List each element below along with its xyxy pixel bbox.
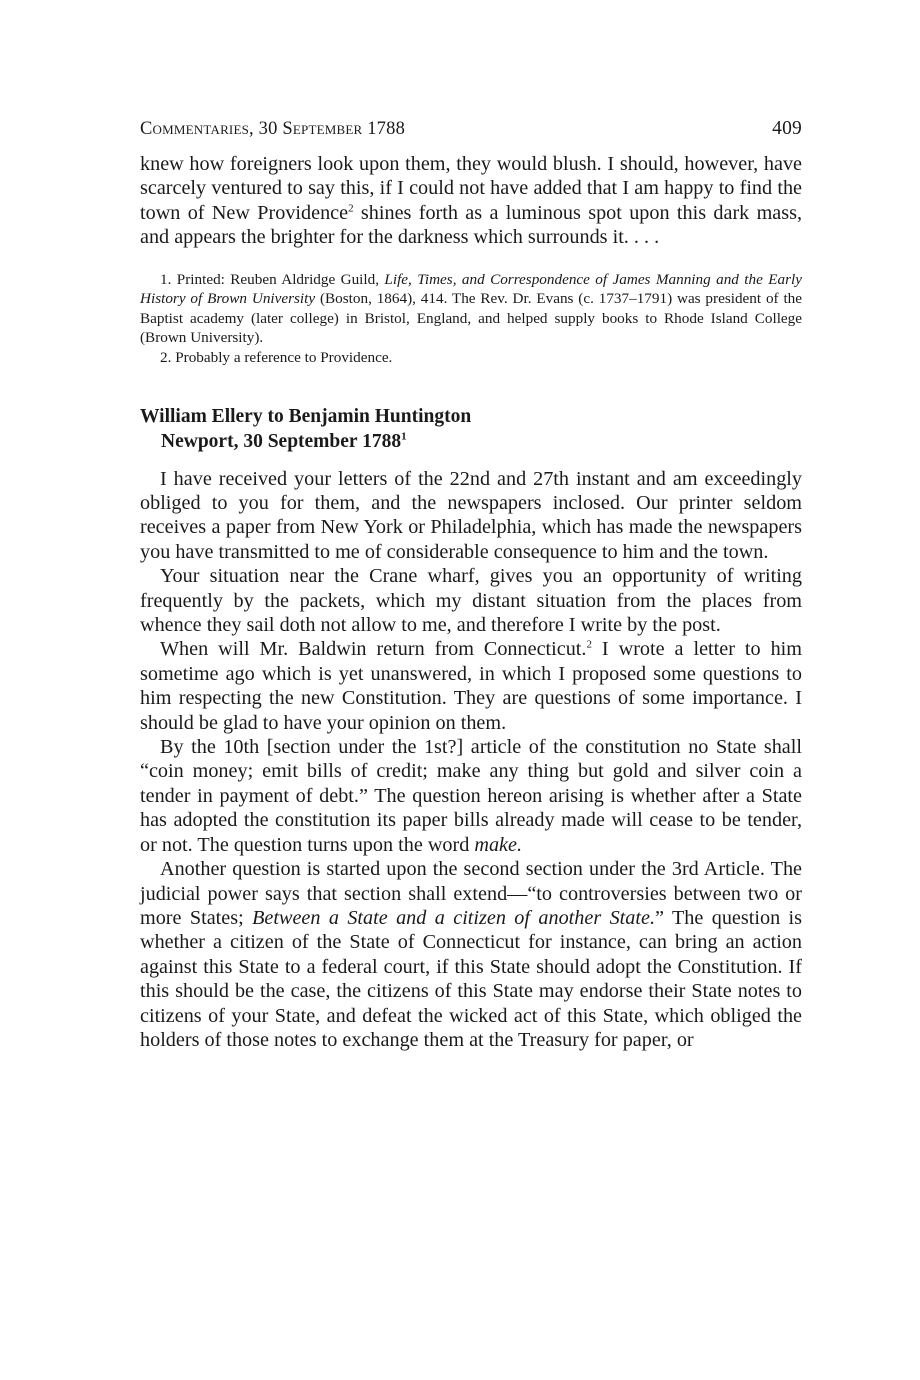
footnote-ref-2: 2 xyxy=(348,202,354,215)
page-number: 409 xyxy=(772,118,802,139)
letter-paragraph-3 xyxy=(140,637,802,735)
book-page xyxy=(140,118,802,1052)
footnote-1-text-a: 1. Printed: Reuben Aldridge Guild, xyxy=(160,270,385,288)
letter-paragraph-4-emphasis: make. xyxy=(474,833,523,856)
continuation-text-b: shines forth as a luminous spot upon this dark mass, and appears the brighter for the darkness which surrounds it. . . . xyxy=(140,201,803,249)
letter-paragraph-5-b: ” The question is whether a citizen of the State of Connecticut for instance, can bring an action against this State to a federal court, if this State should adopt the Constitution. If this should be the case, the citizens of this State may endorse their State notes to citizens of your State, and defeat the wicked act of this State, which obliged the holders of those notes to exchange them at the Treasury for paper, or xyxy=(140,906,803,1051)
letter-body xyxy=(140,467,802,1053)
continuation-paragraph xyxy=(140,152,802,250)
footnotes xyxy=(140,270,802,368)
footnote-ref-2b: 2 xyxy=(586,638,592,651)
document-title: William Ellery to Benjamin Huntington xyxy=(140,405,472,427)
letter-paragraph-5-a: Another question is started upon the second section under the 3rd Article. The judicial power says that section shall extend—“to controversies between two or more States; xyxy=(140,858,802,929)
footnote-1-book-title: Life, Times, and Correspondence of James Manning and the Early History of Brown University xyxy=(140,270,802,308)
continuation-text xyxy=(140,152,802,250)
footnote-2: 2. Probably a reference to Providence. xyxy=(160,349,393,366)
dateline-text: Newport, 30 September 1788 xyxy=(161,430,402,452)
running-head xyxy=(140,118,802,152)
letter-paragraph-4-a: By the 10th [section under the 1st?] article of the constitution no State shall “coin money; emit bills of credit; make any thing but gold and silver coin a tender in payment of debt.” The question hereon arising is whether after a State has adopted the constitution its paper bills already made will cease to be tender, or not. The question turns upon the word xyxy=(140,736,802,856)
letter-paragraph-2: Your situation near the Crane wharf, gives you an opportunity of writing frequently by the packets, which my distant situation from the places from whence they sail doth not allow to me, and therefore I write by the post. xyxy=(140,565,802,637)
letter-paragraph-5-emphasis: Between a State and a citizen of another State. xyxy=(252,906,655,929)
letter-paragraph-3-a: When will Mr. Baldwin return from Connecticut. xyxy=(160,638,587,661)
letter-paragraph-1: I have received your letters of the 22nd and 27th instant and am exceedingly obliged to you for them, and the newspapers inclosed. Our printer seldom receives a paper from New York or Philadelphia, which has made the newspapers you have transmitted to me of considerable consequence to him and the town. xyxy=(140,467,802,563)
footnote-1 xyxy=(140,270,802,348)
letter-paragraph-4 xyxy=(140,735,802,857)
footnote-1-text-b: (Boston, 1864), 414. The Rev. Dr. Evans (c. 1737–1791) was president of the Baptist academy (later college) in Bristol, England, and helped supply books to Rhode Island College (Brown University). xyxy=(140,290,802,347)
continuation-text-a: knew how foreigners look upon them, they would blush. I should, however, have scarcely ventured to say this, if I could not have added that I am happy to find the town of New Providence xyxy=(140,153,802,224)
letter-paragraph-5 xyxy=(140,857,802,1052)
letter-paragraph-3-b: I wrote a letter to him sometime ago which is yet unanswered, in which I proposed some questions to him respecting the new Constitution. They are questions of some importance. I should be glad to have your opinion on them. xyxy=(140,638,802,734)
footnote-ref-1: 1 xyxy=(401,430,407,443)
running-head-title: Commentaries, 30 September 1788 xyxy=(140,119,406,139)
document-dateline xyxy=(140,429,802,454)
document-heading xyxy=(140,404,802,454)
